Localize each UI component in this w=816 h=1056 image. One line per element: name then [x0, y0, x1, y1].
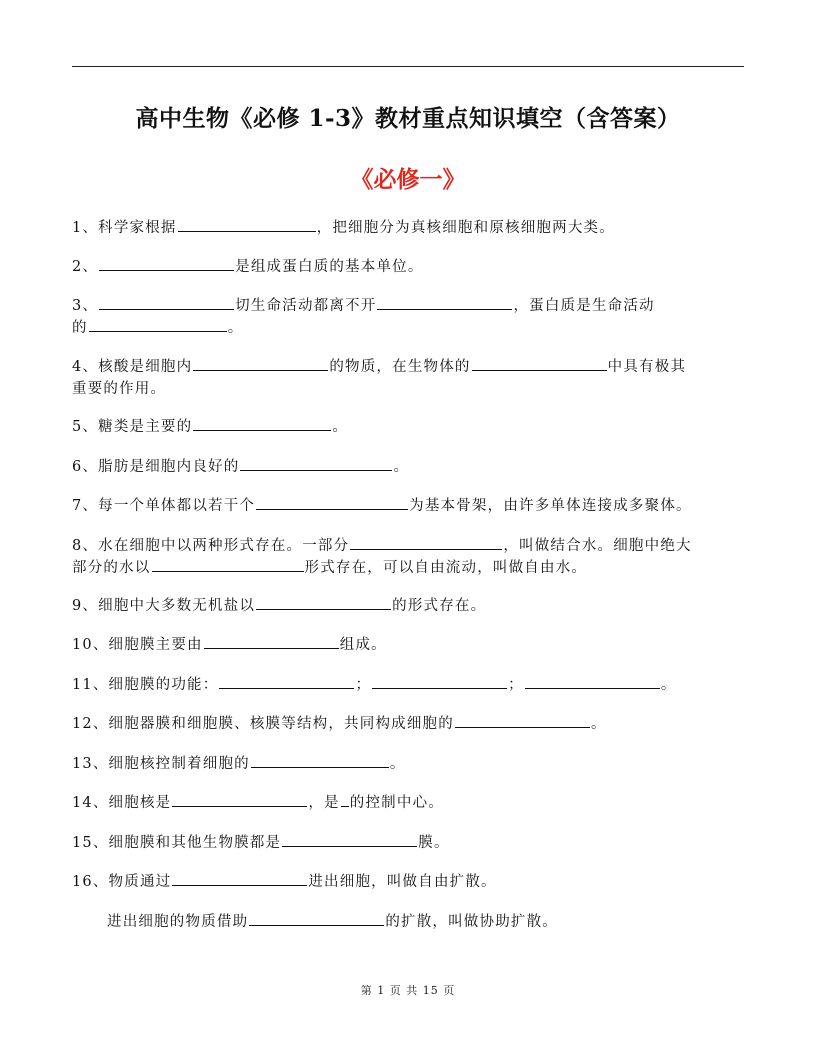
question-text: ；: [508, 677, 524, 693]
question-text: 1、科学家根据: [72, 220, 177, 236]
fill-blank[interactable]: [178, 217, 316, 232]
question-text: 形式存在，可以自由流动，叫做自由水。: [304, 560, 588, 576]
fill-blank[interactable]: [172, 792, 307, 807]
question-text: 12、细胞器膜和细胞膜、核膜等结构，共同构成细胞的: [72, 716, 454, 732]
question-text: 。: [332, 419, 349, 435]
question-text: 。: [389, 756, 406, 772]
question-text: 13、细胞核控制着细胞的: [72, 756, 250, 772]
header-rule: [72, 66, 744, 67]
fill-blank[interactable]: [193, 356, 328, 371]
fill-blank[interactable]: [341, 792, 349, 807]
question-text: 7、每一个单体都以若干个: [72, 498, 256, 514]
question-text: 重要的作用。: [72, 381, 167, 397]
fill-blank[interactable]: [455, 713, 590, 728]
question-8: [72, 535, 752, 579]
question-10: [72, 634, 752, 656]
question-text: 10、细胞膜主要由: [72, 637, 203, 653]
fill-blank[interactable]: [240, 456, 392, 471]
fill-blank[interactable]: [99, 295, 234, 310]
question-11: [72, 674, 752, 696]
fill-blank[interactable]: [219, 674, 354, 689]
section-heading: 《必修一》: [350, 166, 466, 193]
question-16-continued: [107, 911, 787, 933]
question-text: 是组成蛋白质的基本单位。: [235, 259, 424, 275]
question-text: 2、: [72, 259, 99, 275]
question-text: 部分的水以: [72, 560, 151, 576]
question-text: 的控制中心。: [349, 795, 444, 811]
question-text: 切生命活动都离不开: [235, 298, 377, 314]
question-1: [72, 217, 752, 239]
question-text: 8、水在细胞中以两种形式存在。一部分: [72, 538, 350, 554]
fill-blank[interactable]: [256, 595, 391, 610]
question-text: 3、: [72, 298, 99, 314]
question-16: [72, 871, 752, 893]
question-text: 中具有极其: [607, 359, 687, 375]
page-footer: 第 1 页 共 15 页: [360, 984, 456, 997]
question-text: ，蛋白质是生命活动: [513, 298, 655, 314]
question-4: [72, 356, 752, 400]
question-text: 5、糖类是主要的: [72, 419, 193, 435]
question-text: 。: [227, 320, 244, 336]
fill-blank[interactable]: [99, 256, 234, 271]
question-text: ，是: [308, 795, 340, 811]
question-text: 的: [72, 320, 88, 336]
document-title: 高中生物《必修 1-3》教材重点知识填空（含答案）: [135, 105, 681, 132]
fill-blank[interactable]: [249, 911, 384, 926]
question-text: 的扩散，叫做协助扩散。: [385, 914, 559, 930]
fill-blank[interactable]: [193, 416, 331, 431]
fill-blank[interactable]: [152, 557, 304, 572]
question-text: ，把细胞分为真核细胞和原核细胞两大类。: [316, 220, 615, 236]
question-text: 。: [660, 677, 677, 693]
question-text: 的形式存在。: [392, 598, 487, 614]
question-15: [72, 832, 752, 854]
question-text: 14、细胞核是: [72, 795, 172, 811]
question-text: 的物质，在生物体的: [329, 359, 471, 375]
question-12: [72, 713, 752, 735]
question-text: 4、核酸是细胞内: [72, 359, 193, 375]
question-text: 15、细胞膜和其他生物膜都是: [72, 835, 282, 851]
fill-blank[interactable]: [256, 495, 408, 510]
fill-blank[interactable]: [89, 317, 227, 332]
question-text: 进出细胞，叫做自由扩散。: [308, 874, 497, 890]
fill-blank[interactable]: [251, 753, 389, 768]
question-text: 为基本骨架，由许多单体连接成多聚体。: [409, 498, 692, 514]
question-text: 。: [590, 716, 607, 732]
fill-blank[interactable]: [377, 295, 512, 310]
question-5: [72, 416, 752, 438]
question-text: ，叫做结合水。细胞中绝大: [503, 538, 692, 554]
question-3: [72, 295, 752, 339]
question-text: 。: [393, 459, 410, 475]
question-text: 9、细胞中大多数无机盐以: [72, 598, 256, 614]
question-9: [72, 595, 752, 617]
fill-blank[interactable]: [350, 535, 502, 550]
fill-blank[interactable]: [282, 832, 417, 847]
question-text: 膜。: [418, 835, 450, 851]
question-2: [72, 256, 752, 278]
question-13: [72, 753, 752, 775]
fill-blank[interactable]: [472, 356, 607, 371]
fill-blank[interactable]: [204, 634, 339, 649]
question-text: 进出细胞的物质借助: [107, 914, 249, 930]
question-text: ；: [355, 677, 372, 693]
fill-blank[interactable]: [525, 674, 660, 689]
fill-blank[interactable]: [372, 674, 507, 689]
question-text: 16、物质通过: [72, 874, 172, 890]
question-14: [72, 792, 752, 814]
question-6: [72, 456, 752, 478]
fill-blank[interactable]: [172, 871, 307, 886]
question-text: 组成。: [339, 637, 387, 653]
question-text: 6、脂肪是细胞内良好的: [72, 459, 240, 475]
question-7: [72, 495, 752, 517]
question-text: 11、细胞膜的功能：: [72, 677, 219, 693]
